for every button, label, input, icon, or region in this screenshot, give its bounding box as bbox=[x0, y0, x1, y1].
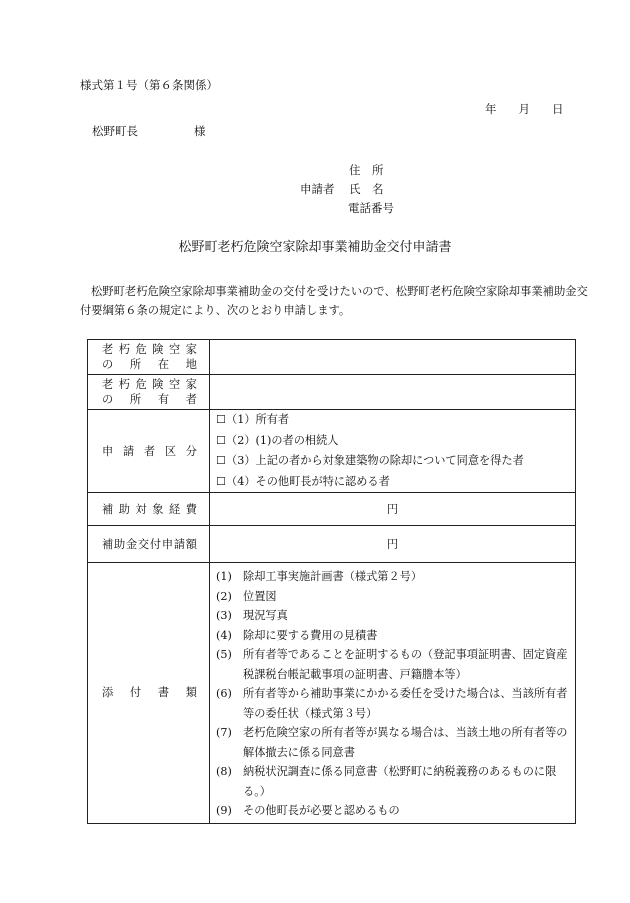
amount-unit: 円 bbox=[386, 538, 399, 551]
table-row-owner bbox=[88, 375, 576, 410]
list-item bbox=[216, 801, 569, 821]
attachment-number: (6) bbox=[216, 687, 232, 700]
attachment-text: 老朽危険空家の所有者等が異なる場合は、当該土地の所有者等の解体撤去に係る同意書 bbox=[243, 726, 568, 759]
amount-label: 補 助 金 交 付 申 請 額 bbox=[102, 537, 197, 551]
location-input-cell[interactable] bbox=[210, 340, 576, 375]
attachment-text: 現況写真 bbox=[243, 609, 288, 622]
attachment-number: (3) bbox=[216, 609, 232, 622]
list-item bbox=[216, 587, 569, 607]
body-paragraph: 松野町老朽危険空家除却事業補助金の交付を受けたいので、松野町老朽危険空家除却事業補助金交付要綱第６条の規定により、次のとおり申請します。 bbox=[80, 285, 588, 317]
amount-label-cell bbox=[88, 526, 210, 563]
attachment-text: 除却工事実施計画書（様式第２号） bbox=[243, 570, 423, 583]
applicant-label: 申請者 bbox=[300, 182, 335, 196]
attachment-text: 納税状況調査に係る同意書（松野町に納税義務のあるものに限る。） bbox=[243, 765, 557, 798]
list-item bbox=[216, 684, 569, 723]
list-item bbox=[216, 723, 569, 762]
cost-label: 補 助 対 象 経 費 bbox=[102, 502, 197, 516]
attachment-number: (9) bbox=[216, 804, 232, 817]
table-row-amount bbox=[88, 526, 576, 563]
category-option-heir[interactable]: ☐（2）(1)の者の相続人 bbox=[216, 433, 339, 447]
table-row-cost bbox=[88, 493, 576, 526]
category-option-consented[interactable]: ☐（3）上記の者から対象建築物の除却について同意を得た者 bbox=[216, 454, 524, 467]
location-label-2: の 所 在 地 bbox=[102, 358, 197, 371]
table-row-attachments bbox=[88, 563, 576, 824]
attachment-number: (5) bbox=[216, 648, 232, 661]
attachment-number: (1) bbox=[216, 570, 232, 583]
form-number: 様式第１号（第６条関係） bbox=[80, 78, 218, 92]
owner-label-1: 老 朽 危 険 空 家 bbox=[102, 378, 197, 391]
attachment-text: 所有者等であることを証明するもの（登記事項証明書、固定資産税課税台帳記載事項の証明書、戸籍謄本等） bbox=[243, 648, 568, 681]
attachments-label-cell bbox=[88, 563, 210, 824]
attachment-number: (2) bbox=[216, 589, 232, 603]
category-options-cell bbox=[210, 410, 576, 493]
date-line bbox=[485, 104, 564, 116]
list-item bbox=[216, 762, 569, 801]
list-item bbox=[216, 567, 569, 587]
cost-input-cell[interactable] bbox=[210, 493, 576, 526]
attachment-text: 所有者等から補助事業にかかる委任を受けた場合は、当該所有者等の委任状（様式第３号） bbox=[243, 687, 568, 720]
category-option-owner[interactable]: ☐（1）所有者 bbox=[216, 413, 290, 426]
location-label-1: 老 朽 危 険 空 家 bbox=[102, 343, 197, 356]
category-option-other[interactable]: ☐（4）その他町長が特に認める者 bbox=[216, 474, 390, 488]
name-label: 氏 名 bbox=[349, 182, 384, 196]
attachment-text: その他町長が必要と認めるもの bbox=[243, 804, 400, 817]
attachment-number: (4) bbox=[216, 628, 232, 642]
date-year: 年 bbox=[485, 102, 497, 116]
owner-input-cell[interactable] bbox=[210, 375, 576, 410]
owner-label-2: の 所 有 者 bbox=[102, 393, 197, 406]
attachment-text: 位置図 bbox=[243, 589, 277, 603]
address-label: 住 所 bbox=[349, 163, 384, 177]
addressee: 松野町長 bbox=[92, 124, 138, 138]
attachments-list-cell bbox=[210, 563, 576, 824]
honorific: 様 bbox=[194, 124, 206, 138]
list-item bbox=[216, 606, 569, 626]
date-day: 日 bbox=[552, 102, 564, 116]
phone-label: 電話番号 bbox=[348, 201, 394, 215]
addressee-line bbox=[92, 126, 206, 138]
cost-label-cell bbox=[88, 493, 210, 526]
document-title: 松野町老朽危険空家除却事業補助金交付申請書 bbox=[178, 240, 452, 255]
attachments-label: 添 付 書 類 bbox=[102, 686, 197, 700]
table-row-location bbox=[88, 340, 576, 375]
list-item bbox=[216, 645, 569, 684]
list-item bbox=[216, 626, 569, 646]
attachment-number: (8) bbox=[216, 765, 232, 778]
attachment-number: (7) bbox=[216, 726, 232, 739]
attachment-text: 除却に要する費用の見積書 bbox=[243, 628, 378, 642]
date-month: 月 bbox=[518, 102, 530, 116]
category-label-cell bbox=[88, 410, 210, 493]
amount-input-cell[interactable] bbox=[210, 526, 576, 563]
location-label-cell bbox=[88, 340, 210, 375]
cost-unit: 円 bbox=[386, 503, 399, 516]
table-row-category bbox=[88, 410, 576, 493]
application-table bbox=[87, 339, 576, 824]
category-label: 申 請 者 区 分 bbox=[102, 444, 197, 458]
owner-label-cell bbox=[88, 375, 210, 410]
